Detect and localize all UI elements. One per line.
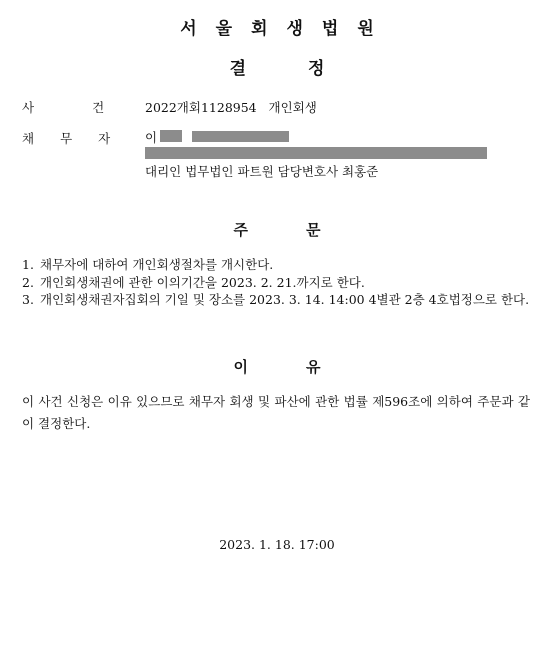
order-text: 개인회생채권자집회의 기일 및 장소를 2023. 3. 14. 14:00 4별관 2층 4호법정으로 한다. [40, 292, 530, 307]
order-number: 3. [22, 292, 34, 307]
reason-text: 이 사건 신청은 이유 있으므로 채무자 회생 및 파산에 관한 법률 제596조에 의하여 주문과 같이 결정한다. [22, 394, 530, 431]
case-label: 사건 [22, 100, 163, 115]
court-name-title: 서울회생법원 [180, 19, 393, 39]
order-text: 채무자에 대하여 개인회생절차를 개시한다. [40, 257, 274, 272]
reason-heading: 이유 [233, 358, 379, 376]
order-number: 2. [22, 274, 34, 290]
order-item-1 [22, 256, 530, 274]
order-heading: 주문 [233, 221, 379, 239]
case-number: 2022개회1128954 개인회생 [145, 100, 317, 115]
order-list [22, 256, 530, 309]
redacted-debtor-name [160, 130, 182, 142]
representative-line: 대리인 법무법인 파트원 담당변호사 최홍준 [145, 164, 379, 179]
decision-date: 2023. 1. 18. 17:00 [219, 537, 335, 552]
redacted-debtor-id [192, 131, 289, 142]
order-item-3 [22, 291, 530, 309]
order-number: 1. [22, 257, 34, 272]
redacted-debtor-address [145, 147, 487, 159]
debtor-name-visible: 이 [145, 130, 158, 145]
debtor-label: 채무자 [22, 131, 137, 146]
document-type-title: 결정 [229, 59, 387, 79]
order-text: 개인회생채권에 관한 이의기간을 2023. 2. 21.까지로 한다. [40, 274, 365, 290]
order-item-2 [22, 274, 530, 292]
